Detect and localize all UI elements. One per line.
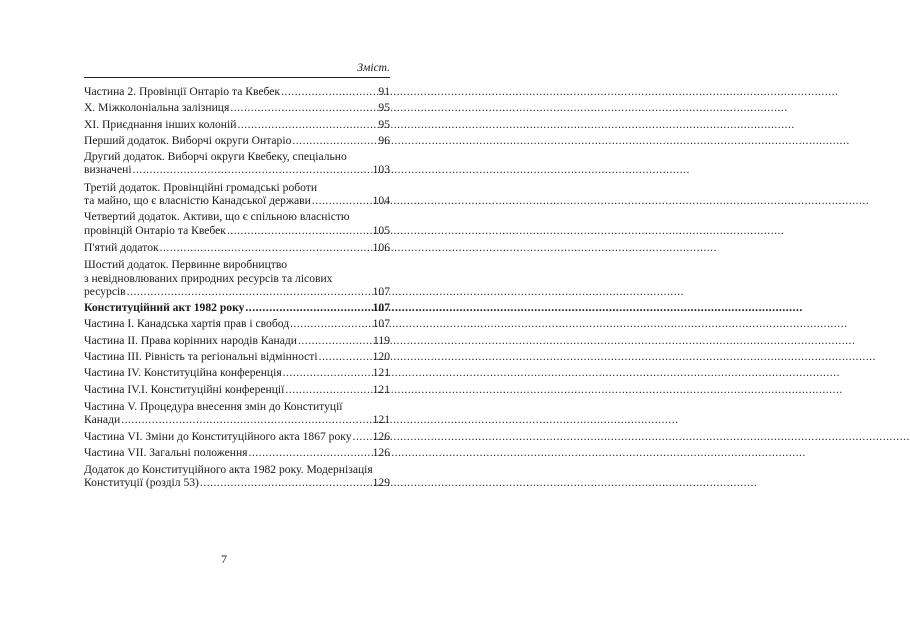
toc-entry-title: Частина VІ. Зміни до Конституційного акта 1867 року (84, 429, 352, 443)
toc-entry-title: ресурсів (84, 284, 126, 298)
toc-page-number: 121 (372, 413, 390, 427)
toc-entry[interactable] (84, 366, 390, 379)
toc-entry-title: провінцій Онтаріо та Квебек (84, 223, 226, 237)
toc-entry-title: Канади (84, 413, 121, 427)
running-header: Зміст. (357, 62, 390, 74)
toc-entry[interactable] (84, 258, 390, 298)
dot-leader (248, 446, 371, 459)
toc-entry-title: Частина VІІ. Загальні положення (84, 445, 248, 459)
toc-entry[interactable] (84, 181, 390, 208)
header-rule (84, 77, 390, 78)
dot-leader (133, 163, 372, 176)
toc-entry-title: П'ятий додаток (84, 240, 159, 254)
toc-page-number: 121 (372, 382, 390, 396)
toc-entry-title: Частина V. Процедура внесення змін до Конституції (84, 399, 343, 413)
dot-leader (227, 224, 372, 237)
dot-leader (298, 334, 372, 347)
toc-page-number: 120 (372, 350, 390, 364)
toc-page-number: 107 (372, 301, 390, 315)
toc-entry[interactable] (84, 350, 390, 363)
toc-page-number: 119 (373, 333, 390, 347)
toc-entry[interactable] (84, 334, 390, 347)
toc-page-number: 95 (378, 117, 390, 131)
toc-page-number: 96 (378, 133, 390, 147)
toc-page-number: 129 (372, 476, 390, 490)
dot-leader (290, 317, 372, 330)
dot-leader (230, 101, 377, 114)
dot-leader (121, 413, 371, 426)
toc-entry[interactable] (84, 383, 390, 396)
toc-entry[interactable] (84, 446, 390, 459)
dot-leader (353, 430, 372, 443)
toc-page-number: 121 (372, 366, 390, 380)
dot-leader (281, 85, 377, 98)
toc-page-number: 107 (372, 317, 390, 331)
toc-page-number: 106 (372, 240, 390, 254)
toc-page-number: 91 (378, 85, 390, 98)
toc-entry-title: Частина IV.І. Конституційні конференції (84, 382, 285, 396)
toc-page-number: 107 (372, 284, 390, 298)
toc-entry[interactable] (84, 134, 390, 147)
toc-page-number: 126 (372, 429, 390, 443)
dot-leader (200, 476, 372, 489)
dot-leader (319, 350, 372, 363)
dot-leader (312, 194, 372, 207)
toc-entry[interactable] (84, 430, 390, 443)
toc-entry-title: Частина І. Канадська хартія прав і свобод (84, 317, 290, 331)
toc-entry-title: Додаток до Конституційного акта 1982 року. Модернізація (84, 463, 373, 477)
toc-entry-title: Х. Міжколоніальна залізниця (84, 101, 230, 115)
toc-entry-title: Третій додаток. Провінційні громадські роботи (84, 180, 318, 194)
toc-entry[interactable] (84, 118, 390, 131)
toc-entry-title: з невідновлюваних природних ресурсів та лісових (84, 271, 333, 285)
table-of-contents (84, 85, 390, 490)
toc-entry[interactable] (84, 400, 390, 427)
toc-entry-title: Частина 2. Провінції Онтаріо та Квебек (84, 85, 281, 98)
dot-leader (285, 383, 371, 396)
toc-entry[interactable] (84, 241, 390, 254)
toc-entry-title: Частина ІІ. Права корінних народів Канади (84, 333, 297, 347)
toc-page-number: 104 (372, 194, 390, 208)
toc-page-number: 126 (372, 445, 390, 459)
toc-entry[interactable] (84, 301, 390, 314)
toc-entry-title: та майно, що є власністю Канадської держави (84, 194, 311, 208)
dot-leader (160, 241, 372, 254)
toc-entry[interactable] (84, 210, 390, 237)
toc-entry-title: визначені (84, 163, 132, 177)
toc-entry-title: Конституції (розділ 53) (84, 476, 199, 490)
toc-entry-title: ХІ. Приєднання інших колоній (84, 117, 237, 131)
toc-entry-title: Четвертий додаток. Активи, що є спільною власністю (84, 210, 350, 224)
toc-entry-title: Другий додаток. Виборчі округи Квебеку, спеціально (84, 150, 347, 164)
dot-leader (127, 285, 372, 298)
toc-entry-title: Перший додаток. Виборчі округи Онтаріо (84, 133, 292, 147)
toc-entry[interactable] (84, 101, 390, 114)
toc-entry[interactable] (84, 85, 390, 98)
toc-entry[interactable] (84, 317, 390, 330)
dot-leader (283, 366, 372, 379)
toc-entry-title: Частина IV. Конституційна конференція (84, 366, 282, 380)
toc-entry-title: Частина ІІІ. Рівність та регіональні відмінності (84, 350, 318, 364)
toc-entry-title: Шостий додаток. Первинне виробництво (84, 258, 288, 272)
toc-page-number: 95 (378, 101, 390, 115)
toc-entry-title: Конституційний акт 1982 року (84, 301, 245, 315)
toc-entry[interactable] (84, 150, 390, 177)
toc-page-number: 103 (372, 163, 390, 177)
dot-leader (292, 134, 377, 147)
dot-leader (245, 301, 371, 314)
toc-page-number: 105 (372, 223, 390, 237)
toc-entry[interactable] (84, 463, 390, 490)
dot-leader (237, 118, 377, 131)
page-number: 7 (221, 552, 227, 566)
